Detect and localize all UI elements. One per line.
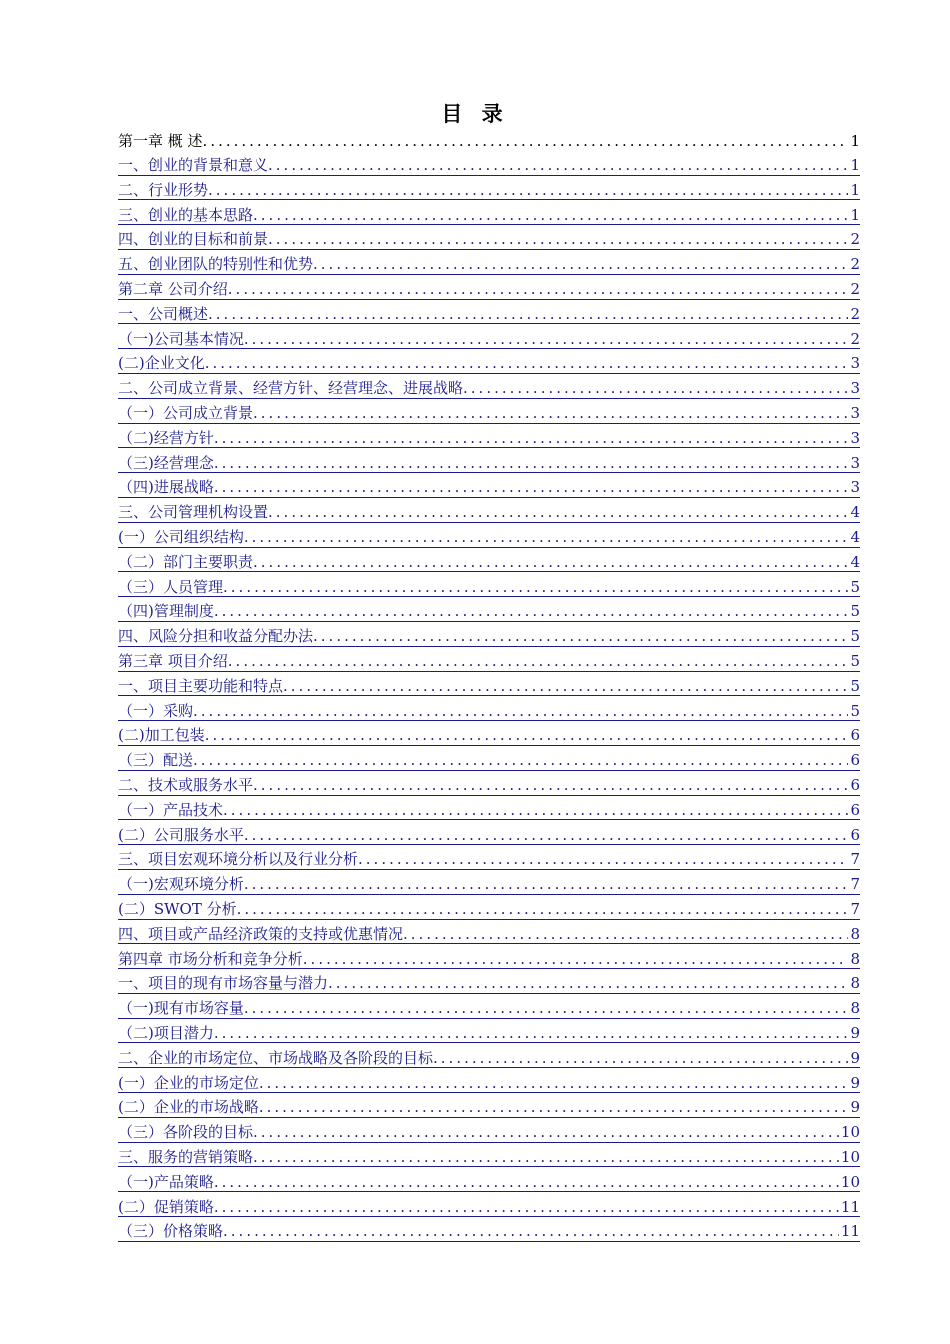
dot-leader bbox=[214, 455, 849, 473]
toc-entry[interactable] bbox=[118, 1068, 860, 1093]
toc-entry[interactable] bbox=[118, 424, 860, 449]
toc-entry-title: 一、项目主要功能和特点 bbox=[118, 676, 284, 695]
toc-entry-page-number: 1 bbox=[850, 205, 860, 224]
dot-leader bbox=[259, 1099, 849, 1117]
toc-entry-title: (二)加工包装 bbox=[118, 726, 205, 745]
toc-entry-page-number: 11 bbox=[840, 1197, 860, 1216]
toc-entry-title: 一、创业的背景和意义 bbox=[118, 156, 269, 175]
toc-entry[interactable] bbox=[118, 200, 860, 225]
toc-entry[interactable] bbox=[118, 399, 860, 424]
toc-entry-title: 第一章 概 述 bbox=[118, 132, 203, 151]
toc-entry[interactable] bbox=[118, 1019, 860, 1044]
toc-entry[interactable] bbox=[118, 597, 860, 622]
toc-entry-title: (二）公司服务水平 bbox=[118, 825, 244, 844]
dot-leader bbox=[214, 603, 849, 621]
toc-entry-page-number: 5 bbox=[850, 627, 860, 646]
toc-entry-title: （四)管理制度 bbox=[118, 602, 214, 621]
toc-entry-page-number: 2 bbox=[850, 304, 860, 323]
toc-entry-page-number: 10 bbox=[840, 1172, 860, 1191]
toc-entry-page-number: 2 bbox=[850, 230, 860, 249]
toc-entry-page-number: 5 bbox=[850, 602, 860, 621]
toc-entry-title: 四、创业的目标和前景 bbox=[118, 230, 269, 249]
toc-entry[interactable] bbox=[118, 1217, 860, 1242]
dot-leader bbox=[253, 405, 848, 423]
toc-entry-title: （三）配送 bbox=[118, 751, 194, 770]
toc-entry-page-number: 9 bbox=[850, 1073, 860, 1092]
page-title: 目 录 bbox=[441, 102, 509, 126]
dot-leader bbox=[244, 876, 849, 894]
toc-entry-page-number: 1 bbox=[850, 156, 860, 175]
toc-entry-page-number: 9 bbox=[850, 1048, 860, 1067]
dot-leader bbox=[193, 703, 848, 721]
toc-entry-title: 第二章 公司介绍 bbox=[118, 280, 228, 299]
toc-entry-page-number: 7 bbox=[850, 900, 860, 918]
toc-entry-title: (一）公司组织结构 bbox=[118, 528, 244, 547]
toc-entry-page-number: 3 bbox=[850, 379, 860, 398]
toc-entry-title: （一)公司基本情况 bbox=[118, 329, 244, 348]
toc-entry-page-number: 3 bbox=[850, 453, 860, 472]
toc-entry-title: 二、企业的市场定位、市场战略及各阶段的目标 bbox=[118, 1048, 434, 1067]
toc-entry[interactable] bbox=[118, 746, 860, 771]
toc-entry[interactable] bbox=[118, 696, 860, 721]
toc-entry-page-number: 3 bbox=[850, 428, 860, 447]
dot-leader bbox=[253, 554, 848, 572]
toc-entry-title: 二、行业形势 bbox=[118, 180, 209, 199]
dot-leader bbox=[214, 479, 849, 497]
toc-entry-title: （一）产品技术 bbox=[118, 800, 224, 819]
toc-entry[interactable] bbox=[118, 448, 860, 473]
toc-entry-title: 一、公司概述 bbox=[118, 304, 209, 323]
toc-entry-title: 四、风险分担和收益分配办法 bbox=[118, 627, 314, 646]
toc-entry-page-number: 10 bbox=[840, 1123, 860, 1142]
toc-entry-title: 三、项目宏观环境分析以及行业分析 bbox=[118, 850, 359, 869]
toc-entry[interactable] bbox=[118, 969, 860, 994]
toc-entry-page-number: 8 bbox=[850, 974, 860, 993]
dot-leader bbox=[268, 157, 848, 175]
toc-entry-page-number: 6 bbox=[850, 726, 860, 745]
dot-leader bbox=[237, 901, 849, 919]
toc-entry-title: （四)进展战略 bbox=[118, 478, 214, 497]
dot-leader bbox=[303, 951, 849, 969]
toc-entry[interactable] bbox=[118, 275, 860, 300]
dot-leader bbox=[205, 355, 849, 373]
toc-entry-page-number: 3 bbox=[850, 478, 860, 497]
dot-leader bbox=[228, 653, 849, 671]
toc-entry-page-number: 6 bbox=[850, 825, 860, 844]
toc-entry[interactable] bbox=[118, 572, 860, 597]
toc-entry-title: (二）SWOT 分析 bbox=[118, 900, 237, 918]
dot-leader bbox=[223, 1223, 839, 1241]
toc-entry[interactable] bbox=[118, 1093, 860, 1118]
table-of-contents bbox=[118, 126, 860, 1242]
dot-leader bbox=[313, 256, 848, 274]
dot-leader bbox=[253, 777, 848, 795]
dot-leader bbox=[463, 380, 848, 398]
toc-entry-page-number: 6 bbox=[850, 776, 860, 795]
toc-entry[interactable] bbox=[118, 548, 860, 573]
toc-entry-title: （三）价格策略 bbox=[118, 1222, 224, 1241]
toc-entry[interactable] bbox=[118, 845, 860, 870]
dot-leader bbox=[253, 1124, 839, 1142]
dot-leader bbox=[203, 133, 849, 151]
dot-leader bbox=[358, 851, 848, 869]
toc-entry-title: （二）部门主要职责 bbox=[118, 552, 254, 571]
dot-leader bbox=[253, 1149, 839, 1167]
toc-entry-page-number: 9 bbox=[850, 1098, 860, 1117]
toc-entry[interactable] bbox=[118, 721, 860, 746]
toc-entry-title: 二、公司成立背景、经营方针、经营理念、进展战略 bbox=[118, 379, 464, 398]
dot-leader bbox=[228, 281, 849, 299]
toc-entry-page-number: 5 bbox=[850, 577, 860, 596]
toc-entry[interactable] bbox=[118, 300, 860, 325]
toc-entry-page-number: 7 bbox=[850, 850, 860, 869]
toc-entry-page-number: 8 bbox=[850, 924, 860, 943]
toc-entry[interactable] bbox=[118, 622, 860, 647]
toc-entry-page-number: 6 bbox=[850, 800, 860, 819]
toc-entry-page-number: 5 bbox=[850, 652, 860, 671]
toc-entry[interactable] bbox=[118, 994, 860, 1019]
toc-entry-title: (二）企业的市场战略 bbox=[118, 1098, 259, 1117]
toc-entry-title: (二)企业文化 bbox=[118, 354, 205, 373]
dot-leader bbox=[403, 926, 848, 944]
toc-entry[interactable] bbox=[118, 771, 860, 796]
dot-leader bbox=[193, 752, 848, 770]
toc-entry-page-number: 2 bbox=[850, 280, 860, 299]
toc-entry-page-number: 2 bbox=[850, 255, 860, 274]
dot-leader bbox=[214, 1174, 839, 1192]
toc-entry-page-number: 9 bbox=[850, 1023, 860, 1042]
toc-entry[interactable] bbox=[118, 151, 860, 176]
toc-entry-title: (一）企业的市场定位 bbox=[118, 1073, 259, 1092]
toc-entry-page-number: 4 bbox=[850, 503, 860, 522]
toc-entry-page-number: 3 bbox=[850, 404, 860, 423]
dot-leader bbox=[214, 1199, 839, 1217]
toc-entry[interactable] bbox=[118, 324, 860, 349]
toc-entry-page-number: 5 bbox=[850, 701, 860, 720]
toc-entry[interactable] bbox=[118, 250, 860, 275]
dot-leader bbox=[244, 529, 849, 547]
toc-entry-title: （二)经营方针 bbox=[118, 428, 214, 447]
toc-entry-page-number: 6 bbox=[850, 751, 860, 770]
dot-leader bbox=[328, 975, 848, 993]
toc-entry-title: 一、项目的现有市场容量与潜力 bbox=[118, 974, 329, 993]
toc-entry-page-number: 11 bbox=[840, 1222, 860, 1241]
dot-leader bbox=[244, 331, 849, 349]
dot-leader bbox=[223, 802, 848, 820]
toc-entry[interactable] bbox=[118, 1043, 860, 1068]
toc-entry-title: (二）促销策略 bbox=[118, 1197, 214, 1216]
toc-entry[interactable] bbox=[118, 523, 860, 548]
toc-entry-title: 第四章 市场分析和竞争分析 bbox=[118, 949, 303, 968]
toc-entry-page-number: 8 bbox=[850, 949, 860, 968]
toc-entry-title: （一）公司成立背景 bbox=[118, 404, 254, 423]
toc-entry-title: 二、技术或服务水平 bbox=[118, 776, 254, 795]
dot-leader bbox=[214, 1025, 849, 1043]
toc-entry bbox=[118, 126, 860, 151]
toc-entry[interactable] bbox=[118, 176, 860, 201]
toc-entry-page-number: 8 bbox=[850, 999, 860, 1018]
toc-entry[interactable] bbox=[118, 820, 860, 845]
toc-entry[interactable] bbox=[118, 374, 860, 399]
toc-entry-title: 五、创业团队的特别性和优势 bbox=[118, 255, 314, 274]
toc-entry[interactable] bbox=[118, 473, 860, 498]
toc-entry-title: 四、项目或产品经济政策的支持或优惠情况 bbox=[118, 924, 404, 943]
toc-entry-title: 三、公司管理机构设置 bbox=[118, 503, 269, 522]
toc-entry-page-number: 10 bbox=[840, 1147, 860, 1166]
toc-entry-page-number: 2 bbox=[850, 329, 860, 348]
toc-entry-title: （一）采购 bbox=[118, 701, 194, 720]
toc-entry-title: 三、创业的基本思路 bbox=[118, 205, 254, 224]
dot-leader bbox=[268, 504, 848, 522]
toc-entry[interactable] bbox=[118, 225, 860, 250]
toc-entry-title: （三)经营理念 bbox=[118, 453, 214, 472]
dot-leader bbox=[214, 430, 849, 448]
toc-entry[interactable] bbox=[118, 498, 860, 523]
dot-leader bbox=[313, 628, 848, 646]
dot-leader bbox=[433, 1050, 848, 1068]
dot-leader bbox=[223, 579, 848, 597]
toc-entry[interactable] bbox=[118, 1192, 860, 1217]
toc-entry[interactable] bbox=[118, 944, 860, 969]
toc-entry-page-number: 4 bbox=[850, 552, 860, 571]
toc-entry-page-number: 4 bbox=[850, 528, 860, 547]
toc-entry-title: （一)宏观环境分析 bbox=[118, 875, 244, 894]
toc-entry[interactable] bbox=[118, 870, 860, 895]
toc-entry[interactable] bbox=[118, 920, 860, 945]
dot-leader bbox=[205, 727, 849, 745]
dot-leader bbox=[244, 1000, 849, 1018]
dot-leader bbox=[268, 231, 848, 249]
dot-leader bbox=[208, 306, 848, 324]
toc-entry[interactable] bbox=[118, 349, 860, 374]
toc-entry-page-number: 5 bbox=[850, 676, 860, 695]
toc-entry-title: 第三章 项目介绍 bbox=[118, 652, 228, 671]
toc-entry[interactable] bbox=[118, 647, 860, 672]
toc-entry-title: （三）各阶段的目标 bbox=[118, 1123, 254, 1142]
toc-entry[interactable] bbox=[118, 796, 860, 821]
toc-entry-page-number: 7 bbox=[850, 875, 860, 894]
toc-entry-title: 三、服务的营销策略 bbox=[118, 1147, 254, 1166]
toc-entry-page-number: 1 bbox=[850, 180, 860, 199]
toc-entry-title: （三）人员管理 bbox=[118, 577, 224, 596]
toc-entry[interactable] bbox=[118, 895, 860, 920]
dot-leader bbox=[208, 182, 848, 200]
toc-entry[interactable] bbox=[118, 1143, 860, 1168]
toc-entry-title: （一)产品策略 bbox=[118, 1172, 214, 1191]
dot-leader bbox=[283, 678, 848, 696]
toc-entry-title: （二)项目潜力 bbox=[118, 1023, 214, 1042]
toc-entry[interactable] bbox=[118, 1118, 860, 1143]
toc-entry-page-number: 3 bbox=[850, 354, 860, 373]
dot-leader bbox=[253, 207, 848, 225]
dot-leader bbox=[259, 1075, 849, 1093]
toc-entry[interactable] bbox=[118, 672, 860, 697]
dot-leader bbox=[244, 827, 849, 845]
toc-entry[interactable] bbox=[118, 1167, 860, 1192]
toc-entry-title: （一)现有市场容量 bbox=[118, 999, 244, 1018]
toc-entry-page-number: 1 bbox=[850, 132, 860, 151]
